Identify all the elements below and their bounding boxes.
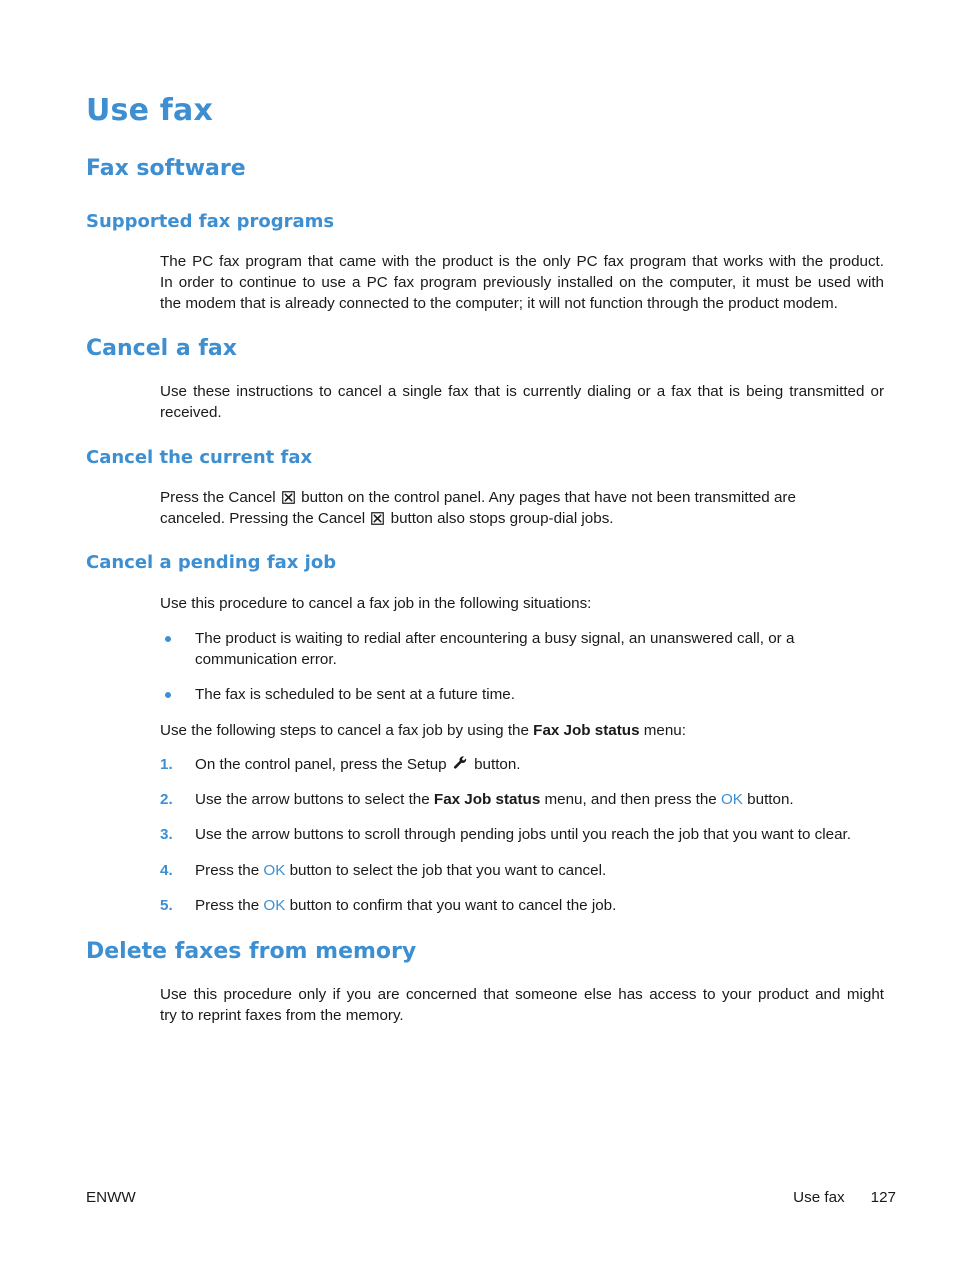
subsection-heading-supported-fax-programs: Supported fax programs bbox=[86, 211, 335, 232]
paragraph-line bbox=[160, 720, 884, 741]
step-text bbox=[195, 862, 606, 879]
bullet-icon bbox=[165, 692, 171, 698]
paragraph-line: the modem that is already connected to the computer; it will not function through the product modem. bbox=[160, 295, 838, 312]
bullet-item bbox=[195, 684, 835, 705]
text-fragment: Press the bbox=[195, 862, 260, 879]
bullet-item bbox=[195, 628, 835, 670]
supported-fax-programs-paragraph bbox=[160, 251, 884, 314]
bullet-line: The fax is scheduled to be sent at a future time. bbox=[195, 686, 515, 703]
ok-button-label: OK bbox=[263, 897, 286, 914]
bullet-icon bbox=[165, 636, 171, 642]
bullet-line: The product is waiting to redial after encountering a busy signal, an unanswered call, or a bbox=[195, 630, 795, 647]
footer-edition: ENWW bbox=[86, 1189, 136, 1206]
section-heading-cancel-a-fax: Cancel a fax bbox=[86, 336, 237, 361]
menu-name: Fax Job status bbox=[433, 791, 541, 808]
steps-intro bbox=[160, 720, 884, 741]
text-fragment: menu, and then press the bbox=[544, 791, 717, 808]
step-number: 4. bbox=[160, 862, 173, 879]
section-heading-delete-faxes: Delete faxes from memory bbox=[86, 939, 417, 964]
paragraph-line: Use this procedure to cancel a fax job in the following situations: bbox=[160, 595, 592, 612]
text-fragment: On the control panel, press the Setup bbox=[195, 756, 447, 773]
paragraph-line bbox=[160, 508, 884, 529]
wrench-icon bbox=[453, 756, 468, 771]
text-fragment: menu: bbox=[643, 722, 686, 739]
text-fragment: Press the Cancel bbox=[160, 489, 276, 506]
paragraph-line: Use these instructions to cancel a single fax that is currently dialing or a fax that is being transmitted or bbox=[160, 383, 884, 400]
bullet-line: communication error. bbox=[195, 651, 337, 668]
footer-section: Use fax bbox=[793, 1189, 845, 1206]
paragraph-line: In order to continue to use a PC fax program previously installed on the computer, it must be used with bbox=[160, 274, 884, 291]
cancel-fax-intro-paragraph bbox=[160, 381, 884, 423]
step-text bbox=[195, 897, 616, 914]
text-fragment: Press the bbox=[195, 897, 260, 914]
step-text bbox=[195, 756, 521, 773]
text-fragment: button. bbox=[747, 791, 794, 808]
ok-button-label: OK bbox=[263, 862, 286, 879]
paragraph-line bbox=[160, 487, 884, 508]
text-fragment: button. bbox=[474, 756, 521, 773]
text-fragment: button also stops group-dial jobs. bbox=[390, 510, 614, 527]
cancel-current-fax-paragraph bbox=[160, 487, 884, 529]
ok-button-label: OK bbox=[720, 791, 743, 808]
paragraph-line: The PC fax program that came with the product is the only PC fax program that works with the product. bbox=[160, 253, 884, 270]
text-fragment: Use the following steps to cancel a fax job by using the bbox=[160, 722, 529, 739]
text-fragment: canceled. Pressing the Cancel bbox=[160, 510, 366, 527]
step-text bbox=[195, 791, 794, 808]
paragraph-line: try to reprint faxes from the memory. bbox=[160, 1007, 404, 1024]
menu-name: Fax Job status bbox=[533, 722, 640, 739]
text-fragment: button to select the job that you want to cancel. bbox=[289, 862, 607, 879]
paragraph-line: received. bbox=[160, 404, 222, 421]
step-number: 1. bbox=[160, 756, 173, 773]
subsection-heading-cancel-current-fax: Cancel the current fax bbox=[86, 447, 313, 468]
step-text bbox=[195, 826, 851, 843]
cancel-x-icon bbox=[282, 491, 295, 504]
subsection-heading-cancel-pending-fax-job: Cancel a pending fax job bbox=[86, 552, 337, 573]
step-number: 2. bbox=[160, 791, 173, 808]
text-fragment: Use the arrow buttons to select the bbox=[195, 791, 430, 808]
cancel-pending-intro bbox=[160, 593, 884, 614]
step-number: 5. bbox=[160, 897, 173, 914]
section-heading-fax-software: Fax software bbox=[86, 156, 246, 181]
text-fragment: button on the control panel. Any pages that have not been transmitted are bbox=[301, 489, 796, 506]
paragraph-line: Use this procedure only if you are concerned that someone else has access to your product and might bbox=[160, 986, 884, 1003]
page-number: 127 bbox=[870, 1189, 896, 1206]
text-fragment: Use the arrow buttons to scroll through pending jobs until you reach the job that you want to clear. bbox=[195, 826, 851, 843]
step-number: 3. bbox=[160, 826, 173, 843]
delete-faxes-paragraph bbox=[160, 984, 884, 1026]
footer-page-info bbox=[793, 1189, 896, 1206]
text-fragment: button to confirm that you want to cancel the job. bbox=[289, 897, 617, 914]
page-title: Use fax bbox=[86, 93, 214, 128]
cancel-x-icon bbox=[371, 512, 384, 525]
